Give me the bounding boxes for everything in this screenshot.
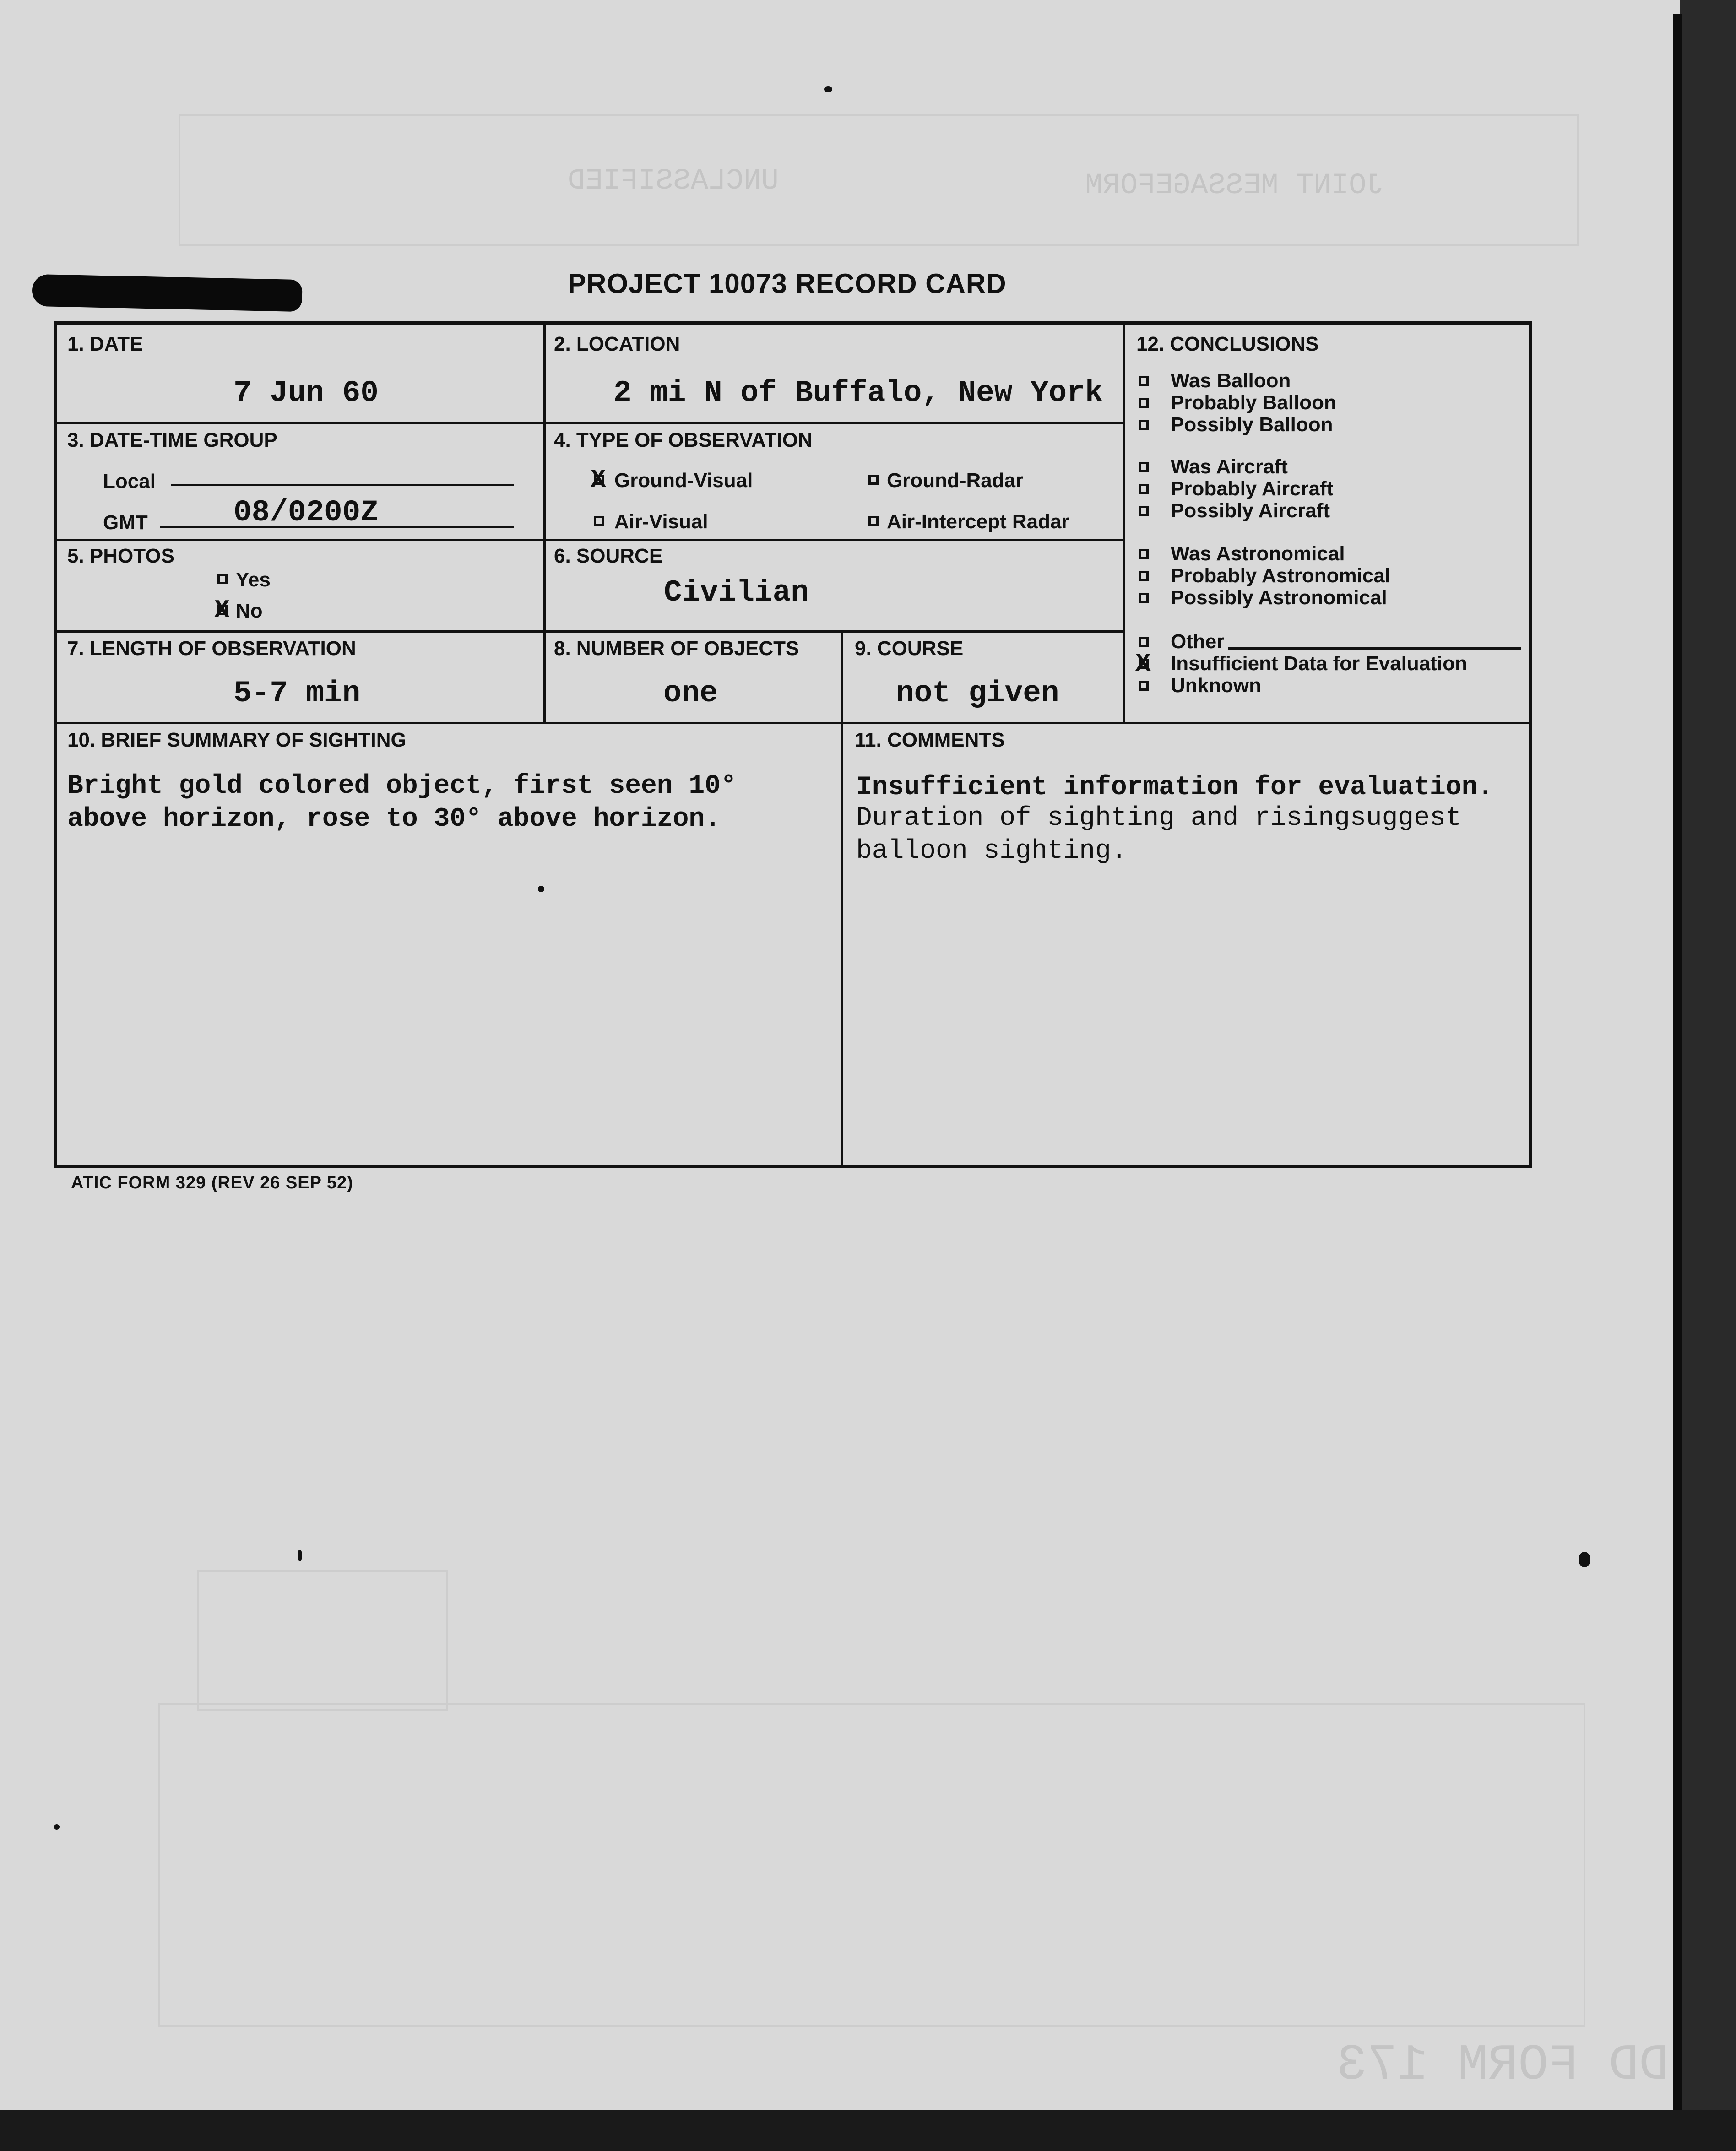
probably-balloon-checkbox[interactable]	[1139, 398, 1149, 408]
source-value: Civilian	[664, 575, 809, 610]
ghost-text: UNCLASSIFIED	[568, 165, 779, 198]
insufficient-data-checkbox[interactable]	[1139, 659, 1149, 669]
photo-edge	[1673, 14, 1682, 2147]
ghost-text: DD FORM 173	[1337, 2037, 1670, 2094]
date-value: 7 Jun 60	[233, 376, 379, 410]
conclusions-label: 12. CONCLUSIONS	[1136, 333, 1319, 355]
location-cell	[546, 325, 1125, 424]
other-checkbox[interactable]	[1139, 637, 1149, 647]
ground-radar-checkbox[interactable]	[868, 475, 879, 485]
dust-speck	[54, 1824, 60, 1830]
ghost-frame	[197, 1570, 448, 1711]
possibly-astronomical-option: Possibly Astronomical	[1171, 586, 1387, 609]
course-value: not given	[896, 676, 1059, 710]
location-value: 2 mi N of Buffalo, New York	[613, 376, 1103, 410]
photos-yes-checkbox[interactable]	[217, 574, 228, 584]
probably-astronomical-checkbox[interactable]	[1139, 571, 1149, 581]
other-option: Other	[1171, 630, 1225, 653]
observation-type-label: 4. TYPE OF OBSERVATION	[554, 429, 813, 451]
was-balloon-checkbox[interactable]	[1139, 376, 1149, 386]
objects-value: one	[663, 676, 718, 710]
photos-cell	[57, 541, 546, 633]
gmt-value: 08/0200Z	[233, 495, 379, 530]
dtg-label: 3. DATE-TIME GROUP	[67, 429, 277, 451]
observation-type-cell	[546, 424, 1125, 541]
date-cell	[57, 325, 546, 424]
course-label: 9. COURSE	[855, 637, 964, 660]
redaction-mark	[32, 274, 302, 312]
location-label: 2. LOCATION	[554, 333, 680, 355]
was-astronomical-checkbox[interactable]	[1139, 549, 1149, 559]
photos-no-option: No	[236, 600, 263, 622]
probably-aircraft-checkbox[interactable]	[1139, 484, 1149, 494]
photos-label: 5. PHOTOS	[67, 545, 174, 567]
possibly-astronomical-checkbox[interactable]	[1139, 593, 1149, 603]
probably-aircraft-option: Probably Aircraft	[1171, 477, 1334, 500]
local-line	[171, 484, 514, 486]
photos-no-checkbox[interactable]	[217, 605, 228, 615]
ghost-text: JOINT MESSAGEFORM	[1085, 169, 1384, 202]
length-label: 7. LENGTH OF OBSERVATION	[67, 637, 356, 660]
card-title: PROJECT 10073 RECORD CARD	[568, 268, 1007, 299]
conclusions-cell	[1125, 325, 1529, 724]
dust-speck	[538, 886, 544, 892]
was-astronomical-option: Was Astronomical	[1171, 542, 1345, 565]
form-id: ATIC FORM 329 (REV 26 SEP 52)	[71, 1173, 353, 1192]
objects-label: 8. NUMBER OF OBJECTS	[554, 637, 799, 660]
course-cell	[843, 633, 1125, 724]
probably-astronomical-option: Probably Astronomical	[1171, 564, 1391, 587]
date-label: 1. DATE	[67, 333, 143, 355]
was-balloon-option: Was Balloon	[1171, 369, 1291, 392]
comments-cell	[843, 724, 1529, 1165]
possibly-balloon-checkbox[interactable]	[1139, 420, 1149, 430]
ground-radar-option: Ground-Radar	[887, 469, 1024, 492]
photo-edge	[0, 2110, 1736, 2151]
ground-visual-checkbox[interactable]	[594, 475, 604, 485]
air-intercept-radar-option: Air-Intercept Radar	[887, 510, 1069, 533]
photos-yes-option: Yes	[236, 569, 271, 591]
dust-speck	[1579, 1552, 1590, 1567]
objects-cell	[546, 633, 843, 724]
ground-visual-option: Ground-Visual	[614, 469, 753, 492]
dtg-cell	[57, 424, 546, 541]
summary-label: 10. BRIEF SUMMARY OF SIGHTING	[67, 729, 407, 751]
dust-speck	[824, 86, 832, 92]
comments-line-3: balloon sighting.	[856, 836, 1127, 866]
record-card	[54, 321, 1532, 1168]
length-value: 5-7 min	[233, 676, 361, 710]
probably-balloon-option: Probably Balloon	[1171, 391, 1336, 414]
unknown-option: Unknown	[1171, 674, 1261, 697]
possibly-balloon-option: Possibly Balloon	[1171, 413, 1333, 436]
unknown-checkbox[interactable]	[1139, 681, 1149, 691]
air-visual-option: Air-Visual	[614, 510, 708, 533]
source-label: 6. SOURCE	[554, 545, 663, 567]
length-cell	[57, 633, 546, 724]
was-aircraft-checkbox[interactable]	[1139, 462, 1149, 472]
possibly-aircraft-checkbox[interactable]	[1139, 506, 1149, 516]
air-intercept-radar-checkbox[interactable]	[868, 516, 879, 526]
comments-line-2: Duration of sighting and risingsuggest	[856, 803, 1462, 833]
other-line	[1228, 647, 1521, 650]
was-aircraft-option: Was Aircraft	[1171, 455, 1288, 478]
source-cell	[546, 541, 1125, 633]
summary-line-2: above horizon, rose to 30° above horizon.	[67, 804, 721, 834]
local-label: Local	[103, 470, 156, 493]
summary-line-1: Bright gold colored object, first seen 10°	[67, 771, 737, 801]
possibly-aircraft-option: Possibly Aircraft	[1171, 499, 1330, 522]
insufficient-data-option: Insufficient Data for Evaluation	[1171, 652, 1467, 675]
ghost-frame	[158, 1703, 1585, 2027]
comments-line-1: Insufficient information for evaluation.	[856, 773, 1494, 802]
comments-label: 11. COMMENTS	[855, 729, 1005, 751]
gmt-label: GMT	[103, 511, 148, 534]
dust-speck	[298, 1550, 302, 1561]
summary-cell	[57, 724, 843, 1165]
air-visual-checkbox[interactable]	[594, 516, 604, 526]
